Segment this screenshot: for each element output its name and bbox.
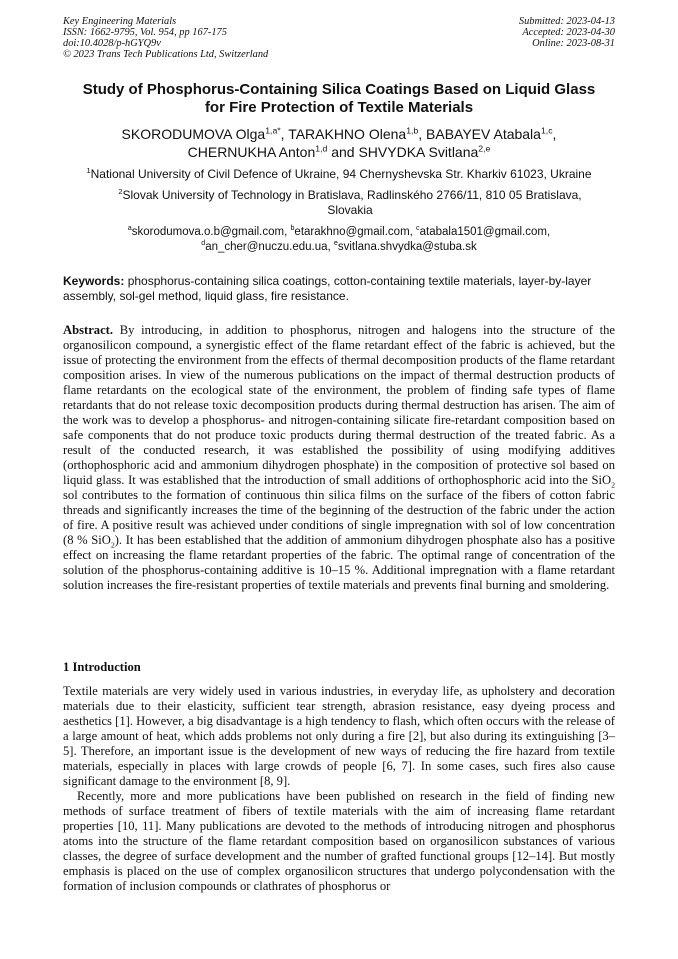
keywords-label: Keywords: (63, 274, 125, 288)
email-line-1: $^a$skorodumova.o.b@gmail.com, $^b$etarakhno@gmail.com, $^c$atabala1501@gmail.com, (127, 224, 551, 238)
email-link[interactable]: svitlana.shvydka@stuba.sk (337, 241, 477, 253)
author-name: SKORODUMOVA Olga (121, 126, 266, 142)
email-link[interactable]: etarakhno@gmail.com (294, 226, 410, 238)
issn-volume: ISSN: 1662-9795, Vol. 954, pp 167-175 (63, 27, 227, 38)
section-heading-introduction: 1 Introduction (63, 660, 141, 674)
journal-header-right (519, 16, 615, 49)
author-superscript: 1,a* (265, 125, 281, 136)
abstract-label: Abstract. (63, 323, 114, 337)
author-name: CHERNUKHA Anton (187, 144, 316, 160)
abstract-block: Abstract. By introducing, in addition to phosphorus, nitrogen and halogens into the structure of the organosilicon compound, a synergistic effect of the flame retardant effect of the fabric is achieved, but the issue of protecting the environment from the effects of thermal decomposition products of the flame retardant composition arises. In view of the numerous publications on the impact of thermal destruction products of flame retardants on the ecological state of the environment, the problem of finding safe types of flame retardants that do not release toxic decomposition products during thermal destruction has arisen. The aim of the work was to develop a phosphorus- and nitrogen-containing silicate fire-retardant composition based on safe components that do not produce toxic products during thermal destruction of the treated fabric. As a result of the conducted research, it was established the possibility of using modifying additives (orthophosphoric acid and ammonium dihydrogen phosphate) in the composition of protective sol based on liquid glass. It was established that the introduction of small additions of orthophosphoric acid into the SiO$_2$ sol contributes to the formation of continuous thin silica films on the surface of the fibers of cotton fabric threads and significantly increases the time of the beginning of the destruction of the fabric under the action of fire. A positive result was achieved under conditions of single impregnation with sol of low concentration (8 % SiO$_2$). It has been established that the addition of ammonium dihydrogen phosphate also has a positive effect on increasing the flame retardant properties of the fabric. The optimal range of concentration of the solution of the phosphorus-containing additive is 10–15 %. Additional impregnation with a flame retardant solution increases the fire-resistant properties of textile materials and prevents final burning and smoldering. (63, 323, 615, 592)
author-superscript: 1,d (315, 143, 328, 154)
author-name: BABAYEV Atabala (426, 126, 541, 142)
copyright: © 2023 Trans Tech Publications Ltd, Switzerland (63, 49, 269, 60)
intro-paragraph-2: Recently, more and more publications have been published on research in the field of finding new methods of surface treatment of fibers of textile materials with the aim of increasing flame retardant properties [10, 11]. Many publications are devoted to the methods of introducing nitrogen and phosphorus atoms into the structure of the flame retardant composition based on organosilicon substances of various classes, the degree of surface development and the number of grafted functional groups [12–14]. But mostly emphasis is placed on the use of complex organosilicon structures that undergo polycondensation with the formation of inclusion compounds or clathrates of phosphorus or (63, 789, 615, 893)
intro-paragraph-1: Textile materials are very widely used in various industries, in everyday life, as upholstery and decoration materials due to their elasticity, sufficient tear strength, abrasion resistance, easy dyeing process and aesthetics [1]. However, a big disadvantage is a high tendency to flash, which often occurs with the release of a large amount of heat, which adds problems not only during a fire [2], but also during its extinguishing [3–5]. Therefore, an important issue is the development of new ways of reducing the fire hazard from textile materials, especially in places with large crowds of people [6, 7]. In some cases, such fires also cause significant damage to the environment [8, 9]. (63, 684, 615, 788)
affiliation-text: Slovak University of Technology in Bratislava, Radlinského 2766/11, 810 05 Bratislava, Slovakia (122, 188, 582, 217)
author-line-2: CHERNUKHA Anton$^{1,d}$ and SHVYDKA Svitlana$^{2,e}$ (187, 143, 491, 160)
author-line-1: SKORODUMOVA Olga$^{1,a*}$, TARAKHNO Olena$^{1,b}$, BABAYEV Atabala$^{1,c}$, (121, 125, 557, 142)
author-name: TARAKHNO Olena (288, 126, 407, 142)
journal-header-left (63, 16, 268, 60)
title-line-2: for Fire Protection of Textile Materials (204, 99, 474, 116)
accepted-date: Accepted: 2023-04-30 (522, 27, 615, 38)
author-emails (63, 225, 615, 255)
email-line-2: $^d$an_cher@nuczu.edu.ua, $^e$svitlana.shvydka@stuba.sk (201, 239, 477, 253)
paper-title (63, 81, 615, 117)
author-superscript: 2,e (478, 143, 491, 154)
author-superscript: 1,b (406, 125, 419, 136)
affiliation-1 (63, 167, 615, 182)
doi: doi:10.4028/p-hGYQ9v (63, 38, 161, 49)
email-link[interactable]: an_cher@nuczu.edu.ua (205, 241, 328, 253)
abstract-text: By introducing, in addition to phosphorus, nitrogen and halogens into the structure of the organosilicon compound, a synergistic effect of the flame retardant effect of the fabric is achieved, but the issue of protecting the environment from the effects of thermal decomposition products of the flame retardant composition arises. In view of the numerous publications on the impact of thermal destruction products of flame retardants on the ecological state of the environment, the problem of finding safe types of flame retardants that do not release toxic decomposition products during thermal destruction has arisen. The aim of the work was to develop a phosphorus- and nitrogen-containing silicate fire-retardant composition based on safe components that do not produce toxic products during thermal destruction of the treated fabric. As a result of the conducted research, it was established the possibility of using modifying additives (orthophosphoric acid and ammonium dihydrogen phosphate) in the composition of protective sol based on liquid glass. It was established that the introduction of small additions of orthophosphoric acid into the SiO (63, 323, 615, 487)
affiliation-2 (100, 188, 600, 218)
title-line-1: Study of Phosphorus-Containing Silica Coatings Based on Liquid Glass (82, 81, 596, 98)
author-name: SHVYDKA Svitlana (358, 144, 479, 160)
email-link[interactable]: atabala1501@gmail.com (419, 226, 547, 238)
submitted-date: Submitted: 2023-04-13 (518, 16, 615, 27)
journal-name: Key Engineering Materials (63, 16, 177, 27)
keywords-block (63, 274, 615, 304)
author-list (63, 125, 615, 161)
author-superscript: 1,c (540, 125, 553, 136)
keywords-text: phosphorus-containing silica coatings, cotton-containing textile materials, layer-by-layer assembly, sol-gel method, liquid glass, fire resistance. (63, 274, 592, 303)
affiliation-superscript: 1 (86, 166, 91, 175)
online-date: Online: 2023-08-31 (532, 38, 615, 49)
email-link[interactable]: skorodumova.o.b@gmail.com (131, 226, 285, 238)
affiliation-superscript: 2 (118, 187, 123, 196)
affiliation-text: National University of Civil Defence of Ukraine, 94 Chernyshevska Str. Kharkiv 61023, Ukraine (90, 167, 592, 181)
introduction-body (63, 684, 615, 894)
